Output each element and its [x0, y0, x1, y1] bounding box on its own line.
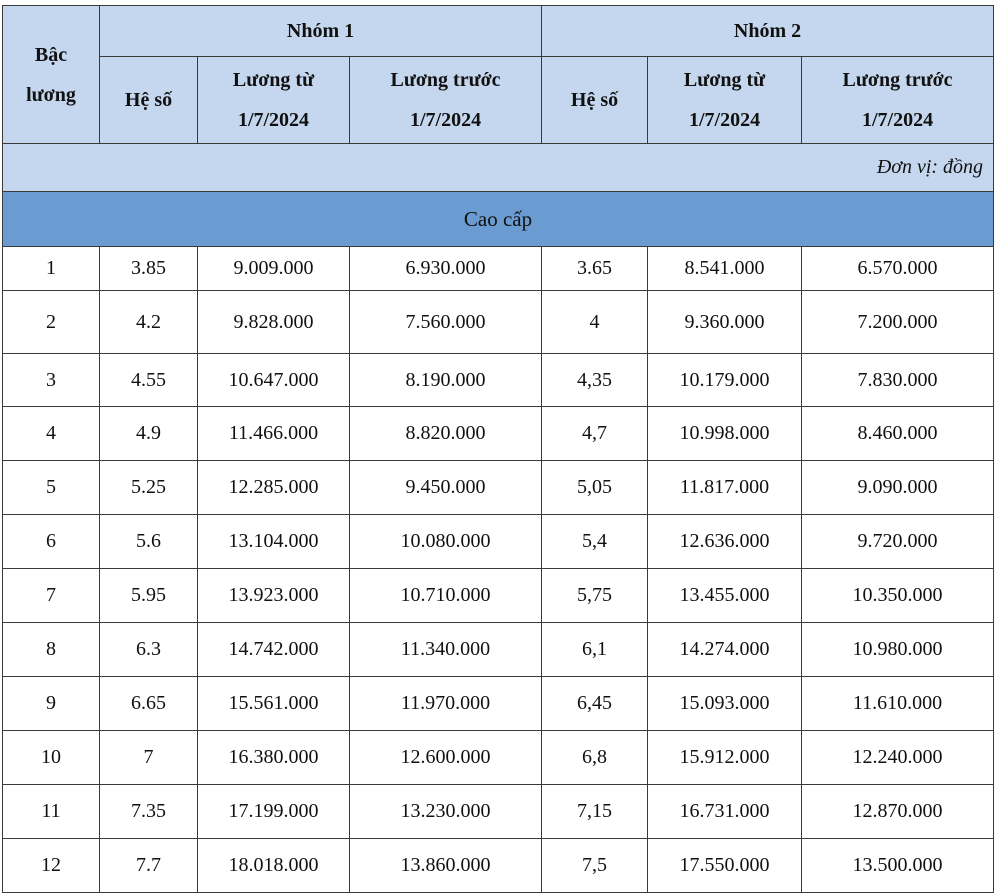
cell-luong-truoc-1: 6.930.000	[350, 247, 542, 291]
cell-bac: 6	[3, 515, 100, 569]
cell-he-so-1: 7	[100, 731, 198, 785]
header-luong-tu-2-line2: 1/7/2024	[688, 109, 761, 131]
cell-luong-tu-2: 13.455.000	[648, 569, 802, 623]
cell-luong-truoc-1: 10.080.000	[350, 515, 542, 569]
section-row	[3, 192, 994, 247]
cell-bac: 11	[3, 785, 100, 839]
header-luong-truoc-1-line2: 1/7/2024	[409, 109, 482, 131]
cell-luong-truoc-1: 10.710.000	[350, 569, 542, 623]
cell-luong-truoc-2: 9.720.000	[802, 515, 994, 569]
cell-luong-tu-2: 17.550.000	[648, 839, 802, 893]
header-group-2: Nhóm 2	[542, 6, 994, 57]
header-luong-tu-1-line2: 1/7/2024	[237, 109, 310, 131]
cell-he-so-1: 4.2	[100, 291, 198, 354]
cell-luong-tu-1: 16.380.000	[198, 731, 350, 785]
table-row	[3, 354, 994, 407]
table-row	[3, 731, 994, 785]
cell-he-so-2: 3.65	[542, 247, 648, 291]
cell-bac: 5	[3, 461, 100, 515]
cell-he-so-1: 5.6	[100, 515, 198, 569]
cell-luong-truoc-1: 13.230.000	[350, 785, 542, 839]
cell-luong-truoc-2: 10.350.000	[802, 569, 994, 623]
cell-luong-truoc-1: 11.340.000	[350, 623, 542, 677]
table-row	[3, 407, 994, 461]
header-bac-luong-line1: Bậc	[34, 43, 68, 66]
cell-luong-truoc-1: 12.600.000	[350, 731, 542, 785]
cell-luong-truoc-2: 6.570.000	[802, 247, 994, 291]
cell-luong-truoc-2: 11.610.000	[802, 677, 994, 731]
cell-he-so-2: 5,75	[542, 569, 648, 623]
cell-luong-tu-2: 14.274.000	[648, 623, 802, 677]
unit-row	[3, 144, 994, 192]
cell-luong-tu-2: 10.179.000	[648, 354, 802, 407]
cell-luong-truoc-2: 7.830.000	[802, 354, 994, 407]
cell-he-so-2: 5,4	[542, 515, 648, 569]
table-row	[3, 247, 994, 291]
cell-he-so-2: 5,05	[542, 461, 648, 515]
cell-he-so-2: 4,7	[542, 407, 648, 461]
cell-he-so-1: 4.55	[100, 354, 198, 407]
header-luong-tu-2	[648, 57, 802, 144]
cell-luong-truoc-2: 8.460.000	[802, 407, 994, 461]
cell-luong-truoc-2: 7.200.000	[802, 291, 994, 354]
table-row	[3, 515, 994, 569]
salary-table	[2, 5, 994, 893]
cell-luong-truoc-1: 7.560.000	[350, 291, 542, 354]
cell-luong-truoc-1: 9.450.000	[350, 461, 542, 515]
cell-he-so-1: 4.9	[100, 407, 198, 461]
cell-bac: 12	[3, 839, 100, 893]
unit-label: Đơn vị: đồng	[3, 144, 994, 192]
table-row	[3, 623, 994, 677]
table-row	[3, 569, 994, 623]
cell-he-so-2: 4,35	[542, 354, 648, 407]
cell-he-so-2: 6,8	[542, 731, 648, 785]
section-label: Cao cấp	[3, 192, 994, 247]
cell-luong-tu-2: 9.360.000	[648, 291, 802, 354]
header-group-1: Nhóm 1	[100, 6, 542, 57]
header-luong-tu-2-line1: Lương từ	[683, 69, 766, 91]
header-luong-truoc-2	[802, 57, 994, 144]
cell-luong-tu-2: 12.636.000	[648, 515, 802, 569]
cell-he-so-1: 7.7	[100, 839, 198, 893]
cell-he-so-2: 7,5	[542, 839, 648, 893]
header-luong-truoc-1-line1: Lương trước	[390, 69, 501, 91]
cell-luong-tu-2: 15.912.000	[648, 731, 802, 785]
cell-he-so-1: 7.35	[100, 785, 198, 839]
cell-luong-tu-1: 18.018.000	[198, 839, 350, 893]
header-luong-truoc-1	[350, 57, 542, 144]
table-row	[3, 839, 994, 893]
cell-luong-tu-2: 16.731.000	[648, 785, 802, 839]
table-row	[3, 677, 994, 731]
cell-luong-truoc-1: 8.820.000	[350, 407, 542, 461]
table-row	[3, 291, 994, 354]
cell-bac: 1	[3, 247, 100, 291]
cell-he-so-1: 6.65	[100, 677, 198, 731]
cell-he-so-2: 7,15	[542, 785, 648, 839]
cell-he-so-1: 3.85	[100, 247, 198, 291]
header-he-so-1: Hệ số	[100, 57, 198, 144]
cell-luong-truoc-2: 10.980.000	[802, 623, 994, 677]
cell-luong-truoc-2: 9.090.000	[802, 461, 994, 515]
cell-luong-tu-1: 17.199.000	[198, 785, 350, 839]
cell-he-so-1: 6.3	[100, 623, 198, 677]
cell-luong-tu-1: 10.647.000	[198, 354, 350, 407]
header-luong-truoc-2-line1: Lương trước	[842, 69, 953, 91]
table-row	[3, 461, 994, 515]
cell-luong-tu-1: 12.285.000	[198, 461, 350, 515]
cell-luong-tu-1: 9.828.000	[198, 291, 350, 354]
header-luong-tu-1-line1: Lương từ	[232, 69, 315, 91]
cell-luong-tu-1: 13.104.000	[198, 515, 350, 569]
cell-luong-truoc-2: 13.500.000	[802, 839, 994, 893]
cell-bac: 8	[3, 623, 100, 677]
cell-luong-truoc-1: 8.190.000	[350, 354, 542, 407]
header-he-so-2: Hệ số	[542, 57, 648, 144]
cell-bac: 3	[3, 354, 100, 407]
cell-bac: 2	[3, 291, 100, 354]
cell-luong-tu-2: 11.817.000	[648, 461, 802, 515]
cell-bac: 4	[3, 407, 100, 461]
header-luong-truoc-2-line2: 1/7/2024	[861, 109, 934, 131]
cell-he-so-2: 6,45	[542, 677, 648, 731]
cell-luong-tu-2: 10.998.000	[648, 407, 802, 461]
cell-bac: 10	[3, 731, 100, 785]
cell-luong-tu-2: 15.093.000	[648, 677, 802, 731]
cell-luong-tu-1: 9.009.000	[198, 247, 350, 291]
cell-luong-truoc-2: 12.870.000	[802, 785, 994, 839]
header-bac-luong-line2: lương	[26, 83, 76, 106]
cell-luong-tu-2: 8.541.000	[648, 247, 802, 291]
cell-bac: 7	[3, 569, 100, 623]
cell-luong-tu-1: 13.923.000	[198, 569, 350, 623]
cell-he-so-1: 5.25	[100, 461, 198, 515]
header-luong-tu-1	[198, 57, 350, 144]
cell-luong-truoc-1: 13.860.000	[350, 839, 542, 893]
header-bac-luong	[3, 6, 100, 144]
cell-he-so-1: 5.95	[100, 569, 198, 623]
cell-luong-tu-1: 14.742.000	[198, 623, 350, 677]
cell-he-so-2: 6,1	[542, 623, 648, 677]
cell-luong-truoc-1: 11.970.000	[350, 677, 542, 731]
cell-bac: 9	[3, 677, 100, 731]
table-row	[3, 785, 994, 839]
cell-he-so-2: 4	[542, 291, 648, 354]
cell-luong-tu-1: 11.466.000	[198, 407, 350, 461]
cell-luong-truoc-2: 12.240.000	[802, 731, 994, 785]
cell-luong-tu-1: 15.561.000	[198, 677, 350, 731]
